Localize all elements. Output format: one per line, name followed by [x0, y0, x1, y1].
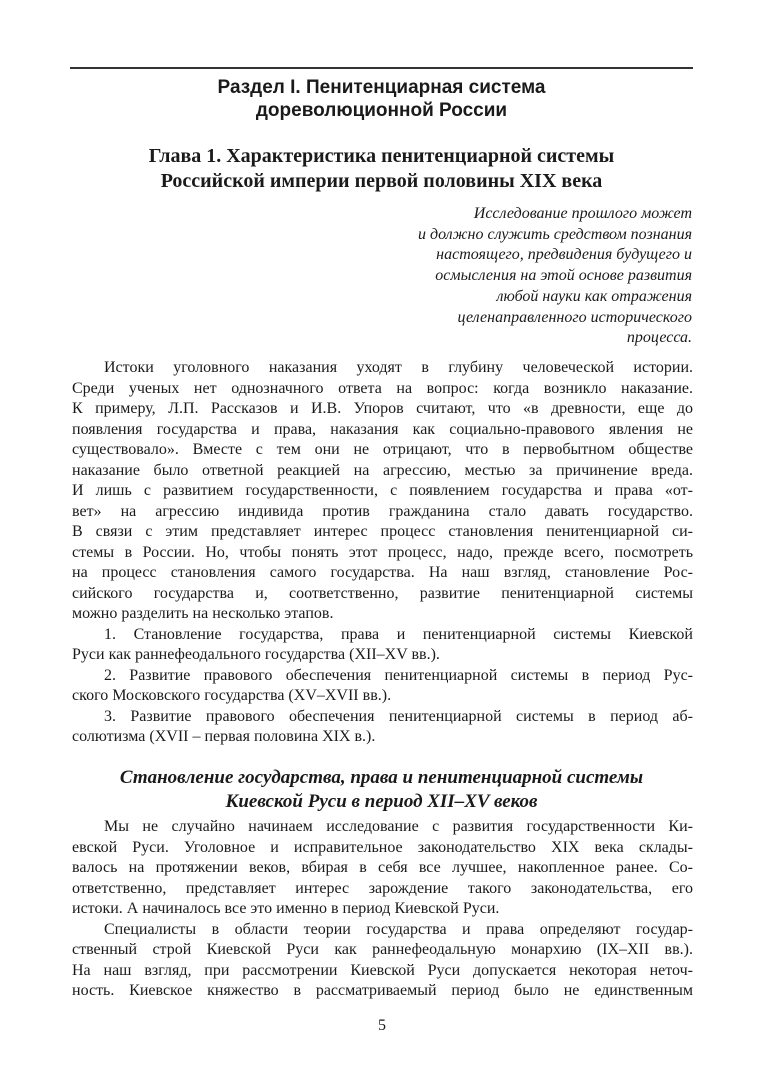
text-line: ответственно, представляет интерес зарождение такого законодательства, его [72, 879, 693, 897]
epigraph-line: Исследование прошлого может [473, 205, 692, 222]
section-title-line: Становление государства, права и пенитенциарной системы [119, 767, 644, 788]
text-line: валось на протяжении веков, вбирая в себя все лучшее, накопленное ранее. Со- [72, 859, 693, 876]
text-line: можно разделить на несколько этапов. [72, 605, 334, 622]
paragraph [72, 920, 693, 1002]
body-text-intro [72, 358, 693, 748]
text-line: Руси как раннефеодального государства (XII–XV вв.). [72, 646, 440, 663]
text-line: В связи с этим представляет интерес процесс становления пенитенциарной си- [72, 523, 693, 540]
epigraph-line: осмысления на этой основе развития [435, 267, 692, 285]
part-title [70, 76, 693, 122]
text-line: евской Руси. Уголовное и исправительное законодательство XIX века склады- [72, 838, 693, 856]
epigraph-line: целенаправленного исторического [457, 308, 692, 326]
text-line: ственный строй Киевской Руси как раннефеодальную монархию (IX–XII вв.). [72, 941, 693, 958]
section-title [70, 766, 693, 814]
text-line: Специалисты в области теории государства и права определяют государ- [104, 920, 693, 938]
page-number: 5 [378, 1017, 386, 1034]
paragraph [72, 625, 693, 666]
paragraph [72, 358, 693, 625]
text-line: Истоки уголовного наказания уходят в глубину человеческой истории. [104, 359, 693, 376]
text-line: 1. Становление государства, права и пенитенциарной системы Киевской [104, 625, 693, 643]
section-title-line: Киевской Руси в период XII–XV веков [225, 791, 538, 812]
epigraph-line: настоящего, предвидения будущего и [436, 246, 692, 264]
text-line: вет» на агрессию индивида против гражданина стало давать государство. [72, 502, 693, 520]
part-title-line: дореволюционной России [255, 100, 508, 121]
paragraph [72, 817, 693, 920]
paragraph [72, 666, 693, 707]
text-line: 3. Развитие правового обеспечения пенитенциарной системы в период аб- [104, 707, 693, 725]
text-line: ность. Киевское княжество в рассматриваемый период было не единственным [72, 982, 693, 999]
epigraph [418, 204, 692, 349]
text-line: существовало». Вместе с тем они не отрицают, что в первобытном обществе [72, 441, 693, 458]
text-line: 2. Развитие правового обеспечения пенитенциарной системы в период Рус- [104, 666, 693, 684]
epigraph-line: процесса. [626, 329, 692, 347]
text-line: Среди ученых нет однозначного ответа на вопрос: когда возникло наказание. [72, 379, 693, 397]
text-line: стемы в России. Но, чтобы понять этот процесс, надо, прежде всего, посмотреть [72, 543, 693, 561]
part-title-line: Раздел I. Пенитенциарная система [217, 77, 546, 98]
text-line: на процесс становления самого государства. На наш взгляд, становление Рос- [72, 564, 693, 581]
text-line: наказание было ответной реакцией на агрессию, местью за причинение вреда. [72, 461, 693, 479]
text-line: ского Московского государства (XV–XVII вв.). [72, 687, 392, 704]
text-line: К примеру, Л.П. Рассказов и И.В. Упоров считают, что «в древности, еще до [72, 400, 693, 417]
text-line: сийского государства и, соответственно, развитие пенитенциарной системы [72, 584, 693, 602]
chapter-title-line: Глава 1. Характеристика пенитенциарной системы [148, 145, 615, 167]
text-line: На наш взгляд, при рассмотрении Киевской Руси допускается некоторая неточ- [72, 961, 693, 979]
text-line: И лишь с развитием государственности, с появлением государства и права «от- [72, 482, 693, 499]
epigraph-line: и должно служить средством познания [417, 225, 692, 243]
body-text-section [72, 817, 693, 1002]
chapter-title [70, 144, 693, 194]
chapter-title-line: Российской империи первой половины XIX века [160, 170, 603, 192]
text-line: появления государства и права, наказания как социально-правового явления не [72, 420, 693, 438]
text-line: Мы не случайно начинаем исследование с развития государственности Ки- [104, 818, 693, 835]
paragraph [72, 707, 693, 748]
epigraph-line: любой науки как отражения [496, 287, 692, 305]
text-line: истоки. А начиналось все это именно в период Киевской Руси. [72, 900, 500, 917]
text-line: солютизма (XVII – первая половина XIX в.). [72, 728, 376, 745]
header-rule [70, 67, 693, 69]
